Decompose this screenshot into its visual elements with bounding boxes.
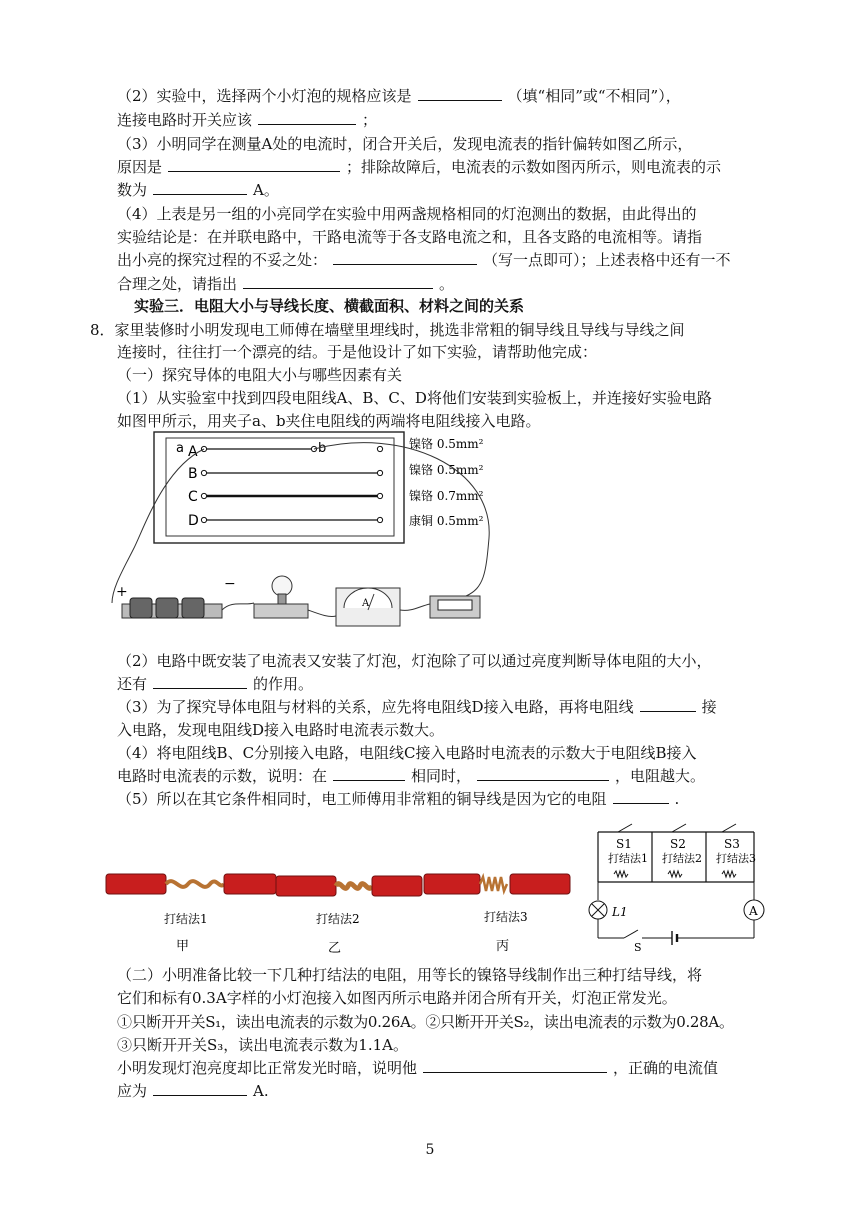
page-number: 5	[425, 1142, 435, 1158]
terminal	[377, 517, 382, 522]
bulb-socket	[278, 594, 286, 604]
q7-line-4: 原因是 ；排除故障后，电流表的示数如图丙所示，则电流表的示	[117, 158, 722, 176]
figure-wire-board	[104, 428, 504, 638]
knot-caption-1: 打结法1	[164, 912, 208, 926]
q8-part1-heading: （一）探究导体的电阻大小与哪些因素有关	[117, 366, 403, 384]
answer-blank[interactable]	[258, 110, 356, 125]
lead-wire	[308, 610, 336, 617]
q8-part2-line1: （二）小明准备比较一下几种打结法的电阻，用等长的镍铬导线制作出三种打结导线，将	[117, 966, 703, 984]
lead-wire	[222, 603, 254, 610]
answer-blank[interactable]	[243, 274, 433, 289]
answer-blank[interactable]	[153, 1081, 247, 1096]
wire-spec-d: 康铜 0.5mm²	[409, 514, 484, 528]
answer-blank[interactable]	[153, 674, 247, 689]
branch-label-2: 打结法2	[662, 852, 702, 865]
branch-label-3: 打结法3	[716, 852, 756, 865]
switch-s3-label: S3	[724, 837, 740, 851]
q8-measure-3: ③只断开开关S₃，读出电流表示数为1.1A。	[117, 1036, 408, 1054]
clip-a-label: a	[176, 441, 184, 456]
row-label-d: D	[188, 513, 199, 529]
battery-minus-label: −	[224, 576, 236, 592]
q8-conclusion-2: 应为 A.	[117, 1082, 269, 1100]
q7-line-5: 数为 A。	[117, 181, 279, 199]
q7-line-3: （3）小明同学在测量A处的电流时，闭合开关后，发现电流表的指针偏转如图乙所示，	[117, 135, 693, 153]
copper-knot	[166, 881, 224, 887]
answer-blank[interactable]	[477, 766, 609, 781]
knot-caption-2: 打结法2	[316, 912, 360, 926]
q7-line-8: 出小亮的探究过程的不妥之处： （写一点即可）；上述表格中还有一不	[117, 251, 731, 269]
answer-blank[interactable]	[333, 250, 477, 265]
q8-intro-2: 连接时，往往打一个漂亮的结。于是他设计了如下实验，请帮助他完成：	[117, 343, 598, 361]
switch-s1-icon	[618, 824, 632, 832]
q8-s4-line2: 电路时电流表的示数，说明：在 相同时， ，电阻越大。	[117, 767, 706, 785]
bulb-icon	[272, 576, 292, 596]
terminal	[377, 470, 382, 475]
knot-resistor-2	[668, 871, 682, 877]
knot-caption-3: 打结法3	[484, 910, 528, 924]
switch-s1-label: S1	[616, 837, 632, 851]
wire-insulation	[510, 874, 570, 894]
q8-measure-1: ①只断开开关S₁，读出电流表的示数为0.26A。②只断开开关S₂，读出电流表的示数为0.28A。	[117, 1013, 734, 1031]
wire-insulation	[424, 874, 480, 894]
ammeter-label: A	[749, 904, 758, 918]
battery-cell	[130, 598, 152, 618]
figure-knot-circuit	[582, 818, 772, 954]
clip-b-label: b	[318, 441, 327, 456]
terminal	[377, 493, 382, 498]
answer-blank[interactable]	[613, 789, 669, 804]
copper-knot	[480, 877, 507, 891]
row-label-c: C	[188, 489, 198, 505]
main-switch-icon	[624, 930, 638, 938]
q8-s2-line2: 还有 的作用。	[117, 675, 314, 693]
q7-line-6: （4）上表是另一组的小亮同学在实验中用两盏规格相同的灯泡测出的数据，由此得出的	[117, 205, 697, 223]
q8-part2-line2: 它们和标有0.3A字样的小灯泡接入如图丙所示电路并闭合所有开关，灯泡正常发光。	[117, 989, 677, 1007]
knot-resistor-1	[614, 871, 628, 877]
knot-letter-3: 丙	[496, 939, 510, 954]
answer-blank[interactable]	[153, 180, 247, 195]
copper-knot	[336, 884, 372, 889]
answer-blank[interactable]	[418, 86, 502, 101]
wire-insulation	[106, 874, 166, 894]
ammeter-symbol: A	[362, 598, 370, 609]
q8-s4-line1: （4）将电阻线B、C分别接入电路，电阻线C接入电路时电流表的示数大于电阻线B接入	[117, 744, 697, 762]
q8-s1-line2: 如图甲所示，用夹子a、b夹住电阻线的两端将电阻线接入电路。	[117, 412, 541, 430]
switch-s3-icon	[722, 824, 736, 832]
switch-s2-label: S2	[670, 837, 686, 851]
wire-spec-a: 镍铬 0.5mm²	[409, 437, 484, 451]
q7-line-7: 实验结论是：在并联电路中，干路电流等于各支路电流之和，且各支路的电流相等。请指	[117, 228, 703, 246]
battery-cell	[156, 598, 178, 618]
figure-knot-wires	[104, 858, 574, 958]
wire-insulation	[224, 874, 276, 894]
knot-letter-2: 乙	[328, 941, 342, 956]
wire-insulation	[276, 876, 336, 896]
answer-blank[interactable]	[640, 697, 696, 712]
q7-line-9: 合理之处，请指出 。	[117, 275, 455, 293]
knot-letter-1: 甲	[176, 939, 190, 954]
switch-lever	[438, 600, 472, 610]
q8-s3-line1: （3）为了探究导体电阻与材料的关系，应先将电阻线D接入电路，再将电阻线 接	[117, 698, 717, 716]
answer-blank[interactable]	[168, 157, 340, 172]
terminal	[201, 470, 206, 475]
battery-cell	[182, 598, 204, 618]
q8-conclusion-1: 小明发现灯泡亮度却比正常发光时暗，说明他 ，正确的电流值	[117, 1059, 719, 1077]
knot-resistor-3	[722, 871, 736, 877]
wire-spec-b: 镍铬 0.5mm²	[409, 463, 484, 477]
wire-spec-c: 镍铬 0.7mm²	[409, 489, 484, 503]
answer-blank[interactable]	[423, 1058, 607, 1073]
q7-line-1: （2）实验中，选择两个小灯泡的规格应该是 （填“相同”或“不相同”），	[117, 87, 681, 105]
lamp-label: L1	[612, 905, 628, 919]
q8-s2-line1: （2）电路中既安装了电流表又安装了灯泡，灯泡除了可以通过亮度判断导体电阻的大小，	[117, 652, 712, 670]
q8-s1-line1: （1）从实验室中找到四段电阻线A、B、C、D将他们安装到实验板上，并连接好实验电路	[117, 389, 712, 407]
branch-label-1: 打结法1	[608, 852, 648, 865]
wire-insulation	[372, 876, 422, 896]
switch-s2-icon	[672, 824, 686, 832]
q8-s3-line2: 入电路，发现电阻线D接入电路时电流表示数大。	[117, 721, 445, 739]
section-title: 实验三．电阻大小与导线长度、横截面积、材料之间的关系	[134, 297, 525, 315]
terminal	[201, 517, 206, 522]
q8-intro-1: 8．家里装修时小明发现电工师傅在墙壁里埋线时，挑选非常粗的铜导线且导线与导线之间	[90, 321, 685, 339]
row-label-a: A	[188, 444, 198, 460]
lead-wire	[400, 604, 430, 610]
q8-s5-line: （5）所以在其它条件相同时，电工师傅用非常粗的铜导线是因为它的电阻 .	[117, 790, 680, 808]
battery-plus-label: +	[116, 584, 128, 600]
row-label-b: B	[188, 466, 198, 482]
terminal	[201, 493, 206, 498]
terminal	[377, 446, 382, 451]
main-switch-label: S	[634, 941, 642, 954]
answer-blank[interactable]	[333, 766, 405, 781]
lamp-base	[254, 604, 308, 618]
q7-line-2: 连接电路时开关应该 ；	[117, 111, 378, 129]
